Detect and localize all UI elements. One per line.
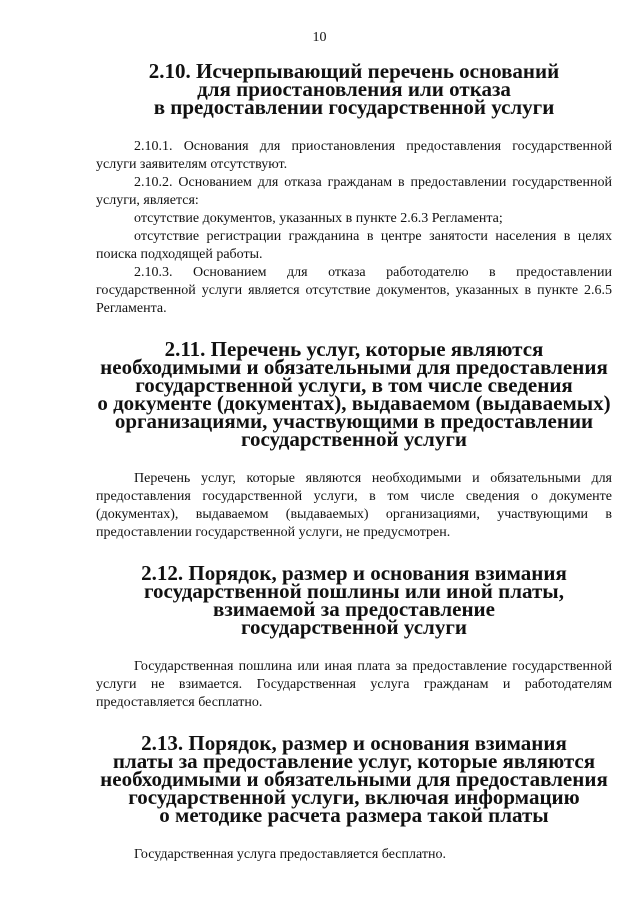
heading-line: в предоставлении государственной услуги [153, 95, 555, 119]
section-heading [96, 731, 612, 827]
paragraph: Государственная услуга предоставляется бесплатно. [134, 847, 446, 862]
heading-line: о методике расчета размера такой платы [159, 803, 549, 827]
document-body [96, 59, 612, 864]
paragraph: Перечень услуг, которые являются необходимыми и обязательными для предоставления государственной услуги, в том числе сведения о документе (документах), выдаваемом (выдаваемых) организациями, участвующими в предоставлении государственной услуги, не предусмотрен. [96, 471, 612, 540]
paragraph: отсутствие документов, указанных в пункте 2.6.3 Регламента; [134, 211, 503, 226]
section-2-11 [96, 337, 612, 542]
heading-line: необходимыми и обязательными для предоставления [100, 355, 608, 379]
heading-line: государственной услуги, включая информацию [128, 785, 580, 809]
section-heading [96, 561, 612, 639]
heading-line: государственной пошлины или иной платы, [144, 579, 564, 603]
heading-line: государственной услуги [241, 427, 467, 451]
page-number: 10 [312, 30, 327, 45]
heading-line: 2.10. Исчерпывающий перечень оснований [148, 59, 560, 83]
section-2-13 [96, 731, 612, 864]
heading-line: 2.13. Порядок, размер и основания взимания [141, 731, 567, 755]
heading-line: государственной услуги [241, 615, 467, 639]
paragraph: 2.10.2. Основанием для отказа гражданам в предоставлении государственной услуги, является: [96, 175, 612, 208]
paragraph: отсутствие регистрации гражданина в центре занятости населения в целях поиска подходящей работы. [96, 229, 612, 262]
section-heading [96, 337, 612, 451]
heading-line: организациями, участвующими в предоставлении [114, 409, 594, 433]
heading-line: для приостановления или отказа [197, 77, 511, 101]
paragraph: 2.10.1. Основания для приостановления предоставления государственной услуги заявителям отсутствуют. [96, 139, 612, 172]
heading-line: государственной услуги, в том числе сведения [135, 373, 573, 397]
heading-line: 2.12. Порядок, размер и основания взимания [141, 561, 567, 585]
heading-line: платы за предоставление услуг, которые являются [112, 749, 596, 773]
paragraph: Государственная пошлина или иная плата за предоставление государственной услуги не взимается. Государственная услуга гражданам и работодателям предоставляется бесплатно. [96, 659, 612, 710]
section-2-10 [96, 59, 612, 318]
heading-line: взимаемой за предоставление [213, 597, 495, 621]
section-heading [96, 59, 612, 119]
heading-line: 2.11. Перечень услуг, которые являются [164, 337, 544, 361]
heading-line: о документе (документах), выдаваемом (выдаваемых) [97, 391, 611, 415]
heading-line: необходимыми и обязательными для предоставления [100, 767, 608, 791]
section-2-12 [96, 561, 612, 712]
paragraph: 2.10.3. Основанием для отказа работодателю в предоставлении государственной услуги является отсутствие документов, указанных в пункте 2.6.5 Регламента. [96, 265, 612, 316]
